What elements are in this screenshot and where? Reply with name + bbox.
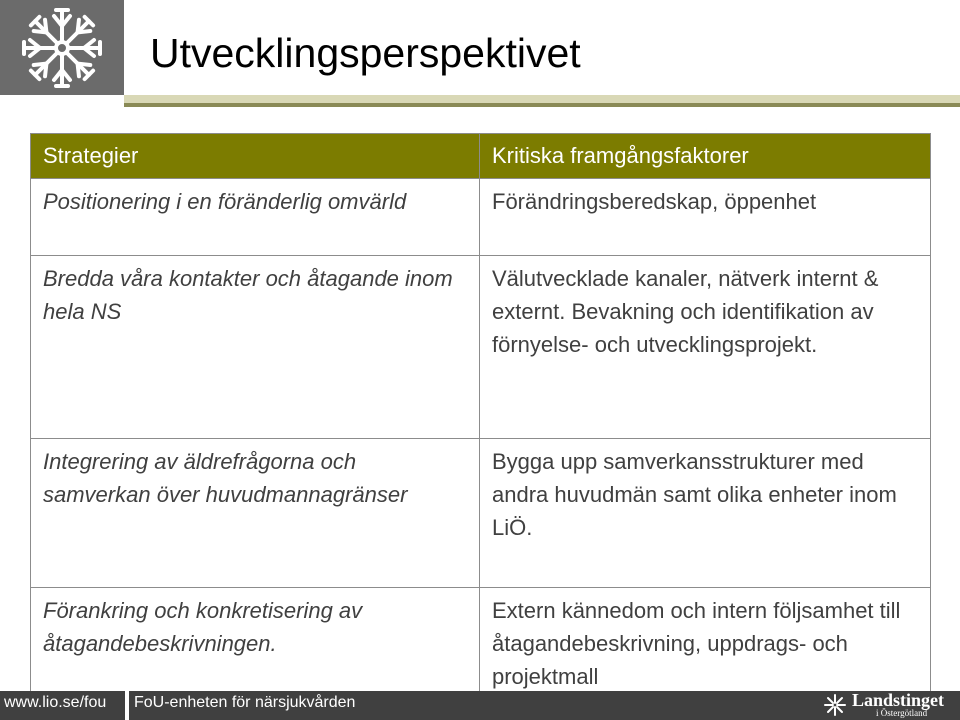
strategy-table <box>30 133 931 700</box>
footer-unit-name: FoU-enheten för närsjukvården <box>134 694 356 711</box>
table-row <box>31 439 931 588</box>
logo-box <box>0 0 124 95</box>
footer-bar <box>0 691 960 720</box>
factor-cell: Välutvecklade kanaler, nätverk internt & externt. Bevakning och identifikation av förnyelse- och utvecklingsprojekt. <box>480 256 931 439</box>
strategy-cell: Förankring och konkretisering av åtagandebeskrivningen. <box>31 588 480 700</box>
table-row <box>31 179 931 256</box>
table-row <box>31 588 931 700</box>
footer-url-link[interactable]: www.lio.se/fou <box>4 694 107 711</box>
title-rule-light <box>124 95 960 103</box>
factor-cell: Förändringsberedskap, öppenhet <box>480 179 931 256</box>
landstinget-emblem-icon <box>823 693 847 717</box>
table-header-row <box>31 134 931 179</box>
strategy-cell: Bredda våra kontakter och åtagande inom hela NS <box>31 256 480 439</box>
factor-cell: Extern kännedom och intern följsamhet till åtagandebeskrivning, uppdrags- och projektmall <box>480 588 931 700</box>
factor-cell: Bygga upp samverkansstrukturer med andra huvudmän samt olika enheter inom LiÖ. <box>480 439 931 588</box>
strategy-cell: Positionering i en föränderlig omvärld <box>31 179 480 256</box>
title-rule-dark <box>124 103 960 107</box>
footer-brand-name: Landstinget <box>852 690 945 710</box>
footer-brand-region: i Östergötland <box>876 708 928 718</box>
snowflake-flower-logo-icon <box>12 4 112 92</box>
column-header-success-factors: Kritiska framgångsfaktorer <box>480 134 931 179</box>
footer-divider <box>125 691 129 720</box>
strategy-cell: Integrering av äldrefrågorna och samverkan över huvudmannagränser <box>31 439 480 588</box>
page-title: Utvecklingsperspektivet <box>150 30 581 76</box>
column-header-strategies: Strategier <box>31 134 480 179</box>
table-row <box>31 256 931 439</box>
